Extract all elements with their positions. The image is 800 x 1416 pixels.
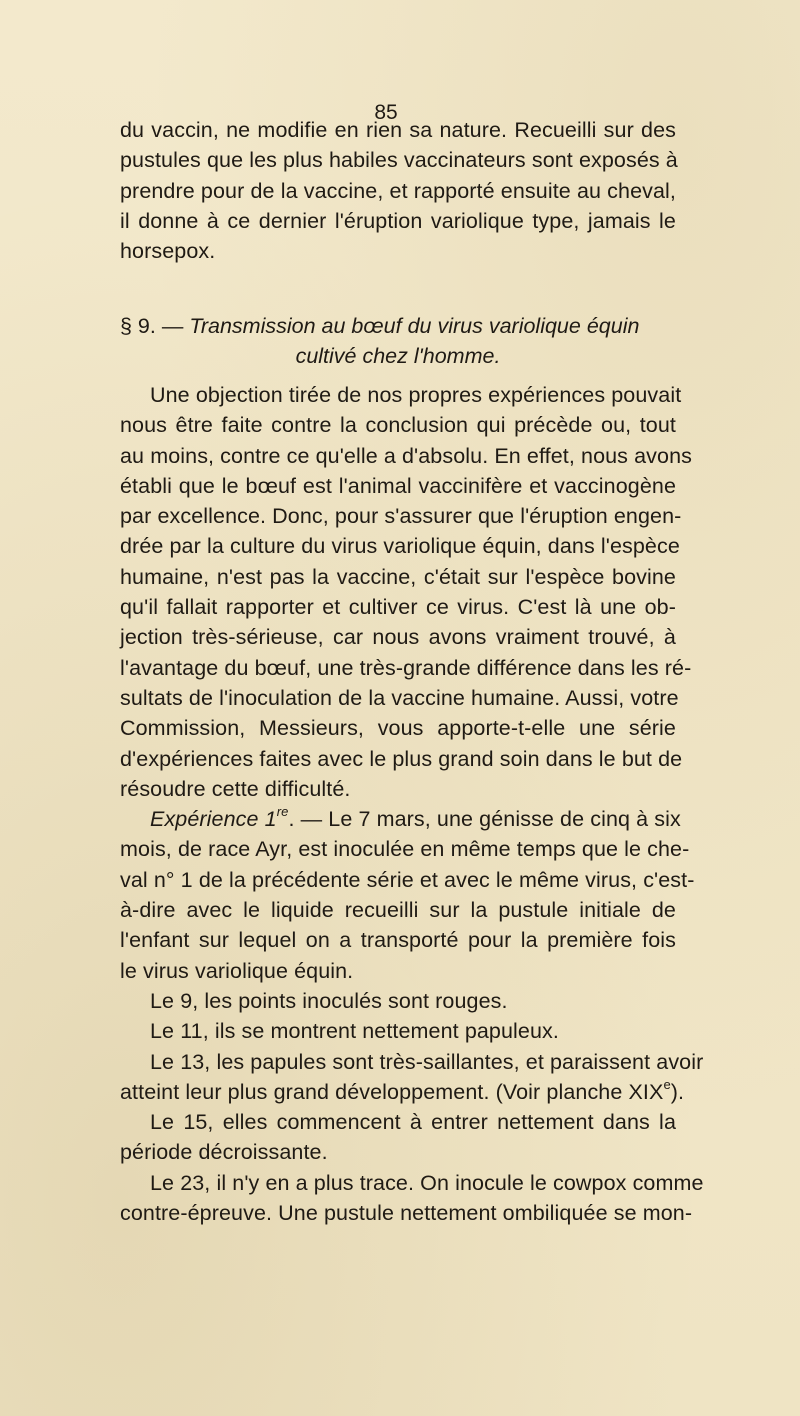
text-line: Une objection tirée de nos propres expériences pouvait: [150, 383, 682, 407]
text-fragment: atteint leur plus grand développement. (Voir planche XIX: [120, 1079, 664, 1104]
experience-superscript: re: [276, 804, 289, 819]
text-line: à-dire avec le liquide recueilli sur la pustule initiale de: [120, 898, 676, 923]
text-line: pustules que les plus habiles vaccinateurs sont exposés à: [120, 148, 678, 173]
text-line: mois, de race Ayr, est inoculée en même temps que le che-: [120, 837, 690, 862]
text-line: qu'il fallait rapporter et cultiver ce virus. C'est là une ob-: [120, 595, 676, 620]
section-prefix: § 9. —: [120, 314, 190, 338]
section-title-part-2: cultivé chez l'homme.: [295, 344, 501, 368]
experience-text: . — Le 7 mars, une génisse de cinq à six: [288, 807, 681, 832]
text-line: par excellence. Donc, pour s'assurer que l'éruption engen-: [120, 504, 682, 529]
paragraph-continuation: [120, 115, 676, 266]
text-line: Le 23, il n'y en a plus trace. On inocule le cowpox comme: [150, 1170, 704, 1195]
text-line: prendre pour de la vaccine, et rapporté ensuite au cheval,: [120, 178, 676, 203]
text-line: l'enfant sur lequel on a transporté pour la première fois: [120, 928, 676, 953]
text-line: jection très-sérieuse, car nous avons vraiment trouvé, à: [120, 625, 676, 650]
text-line: nous être faite contre la conclusion qui précède ou, tout: [120, 413, 676, 438]
text-line: humaine, n'est pas la vaccine, c'était sur l'espèce bovine: [120, 564, 676, 589]
section-heading-line-1: [120, 311, 676, 341]
page-number: 85: [374, 101, 398, 124]
text-line: sultats de l'inoculation de la vaccine humaine. Aussi, votre: [120, 685, 679, 710]
text-line: au moins, contre ce qu'elle a d'absolu. En effet, nous avons: [120, 443, 692, 468]
text-line: d'expériences faites avec le plus grand soin dans le but de: [120, 746, 683, 771]
text-line: drée par la culture du virus variolique équin, dans l'espèce: [120, 534, 680, 559]
text-line: établi que le bœuf est l'animal vaccinifère et vaccinogène: [120, 473, 676, 498]
experience-label: Expérience 1: [150, 807, 277, 832]
text-line: [120, 1076, 685, 1107]
section-title-part-1: Transmission au bœuf du virus variolique équin: [189, 314, 640, 338]
text-line: du vaccin, ne modifie en rien sa nature. Recueilli sur des: [120, 118, 676, 142]
text-line: Le 9, les points inoculés sont rouges.: [150, 988, 508, 1013]
text-line: contre-épreuve. Une pustule nettement ombiliquée se mon-: [120, 1201, 693, 1226]
text-line: horsepox.: [120, 239, 216, 264]
experience-heading-line: [120, 804, 681, 834]
text-line: l'avantage du bœuf, une très-grande différence dans les ré-: [120, 655, 692, 680]
section-body: [120, 380, 704, 1228]
text-line: il donne à ce dernier l'éruption variolique type, jamais le: [120, 208, 676, 233]
text-line: Le 13, les papules sont très-saillantes, et paraissent avoir: [150, 1049, 704, 1074]
text-line: val n° 1 de la précédente série et avec le même virus, c'est-: [120, 867, 695, 892]
text-line: Le 15, elles commencent à entrer nettement dans la: [150, 1110, 676, 1135]
text-line: Commission, Messieurs, vous apporte-t-elle une série: [120, 716, 676, 741]
text-line: Le 11, ils se montrent nettement papuleux.: [150, 1019, 559, 1044]
plate-superscript: e: [663, 1076, 671, 1092]
text-line: période décroissante.: [120, 1140, 328, 1165]
text-fragment: ).: [670, 1079, 685, 1104]
text-line: résoudre cette difficulté.: [120, 776, 351, 801]
text-line: le virus variolique équin.: [120, 958, 354, 983]
section-heading: [120, 311, 676, 371]
